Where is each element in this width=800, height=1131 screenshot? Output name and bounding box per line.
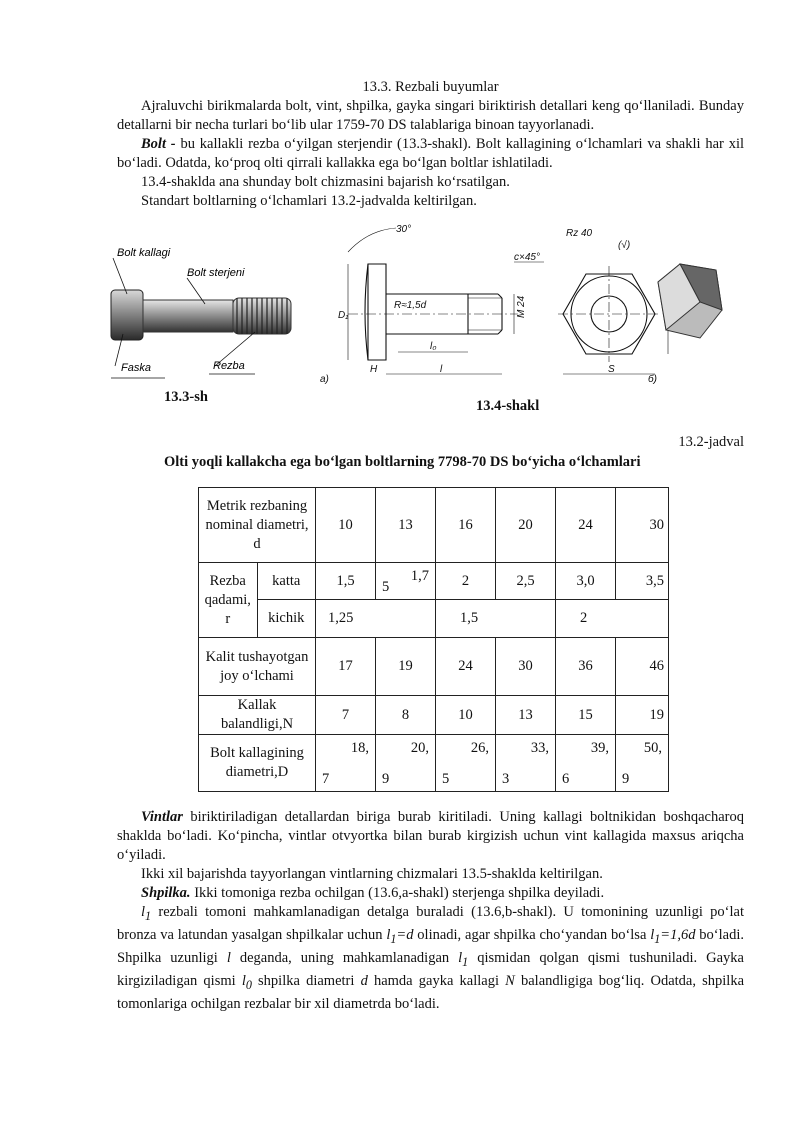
text-fragment: 1 [654,931,661,946]
table-cell: 19 [616,696,669,735]
text-fragment: hamda gayka kallagi [367,973,506,990]
table-cell [556,735,616,792]
table-cell: 13 [376,488,436,563]
term-shpilka: Shpilka. [141,885,191,901]
drawing-a-label: a) [320,374,329,385]
text-fragment: l [458,950,463,967]
bolt-photo-figure [105,238,305,383]
cell-part: 26, [470,740,489,756]
label-bolt-rod: Bolt sterjeni [187,267,245,279]
paragraph-2-text: bu kallakli rezba o‘yilgan sterjendir (13.3-shakl). Bolt kallagining o‘lchamlari va shakli har xil bo‘ladi. Odatda, ko‘proq olti qirrali kallakka ega bo‘lgan boltlar ishlatiladi. [117,136,745,172]
drawing-S-label: S [608,364,615,375]
text-fragment: l [650,927,655,944]
paragraph-5 [117,808,744,866]
figure-13-3-caption: 13.3-sh [164,389,208,405]
table-cell [496,735,556,792]
table-cell: 17 [316,638,376,696]
cell-part: 7 [322,771,330,787]
drawing-l-label: l [440,364,443,375]
bolt-rod-shape [143,300,233,332]
table-row [199,563,669,600]
table-row [199,735,669,792]
table-cell: 15 [556,696,616,735]
table-cell: 19 [376,638,436,696]
table-cell [376,563,436,600]
paragraph-6: Ikki xil bajarishda tayyorlangan vintlarning chizmalari 13.5-shaklda keltirilgan. [141,866,603,882]
table-cell [436,735,496,792]
drawing-chamfer-label: c×45° [514,252,540,263]
text-fragment: d [360,973,368,990]
table-cell: 8 [376,696,436,735]
table-row [199,638,669,696]
row-label-diameter: Metrik rezbaning nominal diametri, d [199,488,316,563]
table-cell: 30 [616,488,669,563]
table-cell [616,735,669,792]
bolt-dimensions-table [198,487,669,792]
table-cell: 20 [496,488,556,563]
label-chamfer: Faska [121,362,151,374]
table-row [199,488,669,563]
paragraph-7 [117,884,744,903]
cell-part: 5 [442,771,450,787]
table-cell: 13 [496,696,556,735]
table-cell: 36 [556,638,616,696]
table-cell [316,735,376,792]
row-label-fine: kichik [257,600,316,638]
row-label-head-height: Kallak balandligi,N [199,696,316,735]
paragraph-2 [117,135,744,173]
drawing-head-side [368,264,386,360]
cell-part: 3 [502,771,510,787]
table-cell: 30 [496,638,556,696]
table-cell: 3,5 [616,563,669,600]
row-label-head-diameter: Bolt kallagining diametri,D [199,735,316,792]
text-fragment: qismidan qolgan qismi tushuniladi. Gayka kirgiziladigan qismi [117,950,744,990]
table-cell: 1,5 [316,563,376,600]
paragraph-4: Standart boltlarning o‘lchamlari 13.2-jadvalda keltirilgan. [141,193,477,209]
cell-part: 9 [622,771,630,787]
drawing-roughness-label: Rz 40 [566,228,593,239]
drawing-l0-label: l₀ [430,341,437,352]
table-cell: 10 [316,488,376,563]
term-bolt: Bolt - [141,136,176,152]
text-fragment: olinadi, agar shpilka cho‘yandan bo‘lsa [413,927,651,944]
table-row [199,696,669,735]
drawing-d1-label: D₁ [338,310,349,321]
text-fragment: balandligiga bog‘liq. Odatda, shpilka tomonlariga ochilgan rezbalar bir xil diametrda bo‘ladi. [117,973,745,1013]
text-fragment: bo‘ladi. Shpilka uzunligi [117,927,744,967]
text-fragment: deganda, uning mahkamlanadigan [230,950,459,967]
table-cell: 16 [436,488,496,563]
table-cell: 7 [316,696,376,735]
table-cell: 46 [616,638,669,696]
cell-part: 9 [382,771,390,787]
paragraph-5-text: biriktiriladigan detallardan biriga burab kiritiladi. Uning kallagi boltnikidan boshqacharoq shaklda bo‘ladi. Ko‘pincha, vintlar otvyortka bilan burab kirgizish uchun vint kallagida maxsus ariqcha o‘yiladi. [117,809,744,864]
drawing-perspective-head [658,264,722,338]
text-fragment: l [141,904,146,920]
drawing-H-label: H [370,364,378,375]
text-fragment: =1,6d [660,927,696,944]
text-fragment: 1 [390,931,397,946]
drawing-radius-label: R≈1,5d [394,300,427,311]
text-fragment: l [226,950,231,967]
cell-part: 33, [530,740,549,756]
text-fragment: 1 [462,955,469,970]
table-cell: 1,5 [436,600,556,638]
cell-part: 1,7 [410,568,429,584]
cell-part: 5 [382,579,390,595]
table-cell: 3,0 [556,563,616,600]
paragraph-1: Ajraluvchi birikmalarda bolt, vint, shpilka, gayka singari biriktirish detallari keng qo‘llaniladi. Bunday detallarni bir necha turlari bo‘lib ular 1759-70 DS talablariga binoan tayyorlanadi. [117,98,744,134]
text-fragment: l [241,973,246,990]
cell-part: 6 [562,771,570,787]
drawing-roughness-paren: (√) [618,240,631,251]
section-title: 13.3. Rezbali buyumlar [362,79,499,95]
table-cell: 10 [436,696,496,735]
table-row [199,600,669,638]
table-number: 13.2-jadval [678,434,744,450]
table-title: Olti yoqli kallakcha ega bo‘lgan boltlarning 7798-70 DS bo‘yicha o‘lchamlari [164,454,641,470]
paragraph-8 [117,903,744,1015]
label-thread: Rezba [213,360,245,372]
text-fragment: rezbali tomoni mahkamlanadigan detalga buraladi (13.6,b-shakl). U tomonining uzunligi po‘lat bronza va latundan yasalgan shpilkalar uchun [117,904,744,944]
cell-part: 50, [643,740,662,756]
row-label-pitch: Rezba qadami, r [199,563,258,638]
text-fragment: 0 [245,978,252,993]
bolt-head-shape [111,290,143,340]
text-fragment: l [386,927,391,944]
cell-part: 39, [590,740,609,756]
table-cell: 24 [436,638,496,696]
figure-13-4-caption: 13.4-shakl [476,398,540,414]
bolt-drawing-figure [318,222,728,387]
drawing-b-label: б) [648,374,657,385]
table-cell: 2,5 [496,563,556,600]
text-fragment: =d [396,927,414,944]
drawing-thread-label: M 24 [516,295,527,318]
table-cell: 24 [556,488,616,563]
term-vintlar: Vintlar [141,809,183,825]
paragraph-3: 13.4-shaklda ana shunday bolt chizmasini bajarish ko‘rsatilgan. [141,174,510,190]
label-bolt-head: Bolt kallagi [117,247,171,259]
text-fragment: 1 [145,908,152,923]
table-cell: 2 [556,600,669,638]
drawing-angle-label: 30° [396,224,412,235]
table-cell: 2 [436,563,496,600]
text-fragment: N [505,973,515,990]
paragraph-7-text: Ikki tomoniga rezba ochilgan (13.6,a-shakl) sterjenga shpilka deyiladi. [190,885,605,901]
text-fragment: shpilka diametri [251,973,361,990]
row-label-coarse: katta [257,563,316,600]
row-label-wrench: Kalit tushayotgan joy o‘lchami [199,638,316,696]
cell-part: 20, [410,740,429,756]
table-cell: 1,25 [316,600,436,638]
cell-part: 18, [350,740,369,756]
table-cell [376,735,436,792]
